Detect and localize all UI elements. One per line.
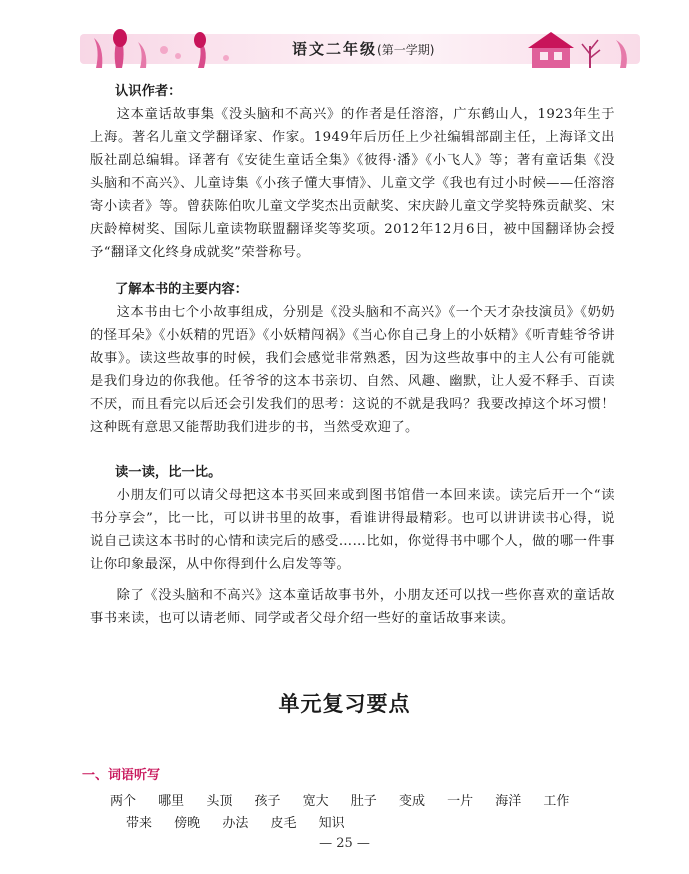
page-header-banner bbox=[80, 28, 640, 68]
vocab-word: 两个 bbox=[110, 794, 137, 809]
content-paragraph: 这本书由七个小故事组成，分别是《没头脑和不高兴》《一个天才杂技演员》《奶奶的怪耳朵》《小妖精的咒语》《小妖精闯祸》《当心你自己身上的小妖精》《听青蛙爷爷讲故事》。读这些故事的时候，我们会感觉非常熟悉，因为这些故事中的主人公有可能就是我们身边的你我他。任爷爷的这本书亲切、自然、风趣、幽默，让人爱不释手、百读不厌，而且看完以后还会引发我们的思考：这说的不就是我吗？我要改掉这个坏习惯！这种既有意思又能帮助我们进步的书，当然受欢迎了。 bbox=[90, 305, 615, 435]
vocab-word: 变成 bbox=[398, 794, 425, 809]
vocab-word: 肚子 bbox=[350, 794, 377, 809]
vocab-word: 办法 bbox=[222, 816, 249, 831]
vocab-word: 孩子 bbox=[254, 794, 281, 809]
vocab-word: 带来 bbox=[126, 816, 153, 831]
vocab-word: 海洋 bbox=[495, 794, 522, 809]
vocab-word: 一片 bbox=[447, 794, 474, 809]
vocab-word: 宽大 bbox=[302, 794, 329, 809]
vocab-word: 皮毛 bbox=[270, 816, 297, 831]
read-paragraph-2: 除了《没头脑和不高兴》这本童话故事书外，小朋友还可以找一些你喜欢的童话故事书来读，也可以请老师、同学或者父母介绍一些好的童话故事来读。 bbox=[90, 588, 615, 626]
unit-review-heading: 单元复习要点 bbox=[278, 692, 411, 716]
house-decoration-icon bbox=[510, 28, 640, 70]
vocab-word: 工作 bbox=[543, 794, 570, 809]
read-section-label: 读一读，比一比。 bbox=[115, 465, 222, 480]
author-section-label: 认识作者： bbox=[115, 84, 182, 99]
vocab-word: 知识 bbox=[318, 816, 345, 831]
vocab-row-1 bbox=[110, 790, 587, 809]
page-number: — 25 — bbox=[319, 836, 370, 851]
read-paragraph-1: 小朋友们可以请父母把这本书买回来或到图书馆借一本回来读。读完后开一个“读书分享会”，比一比，可以讲书里的故事，看谁讲得最精彩。也可以讲讲读书心得，说说自己读这本书时的心情和读完后的感受……比如，你觉得书中哪个人，做的哪一件事让你印象最深，从中你得到什么启发等等。 bbox=[90, 488, 615, 572]
content-section-label: 了解本书的主要内容： bbox=[115, 282, 248, 297]
vocab-word: 傍晚 bbox=[174, 816, 201, 831]
author-paragraph: 这本童话故事集《没头脑和不高兴》的作者是任溶溶，广东鹤山人，1923年生于上海。著名儿童文学翻译家、作家。1949年后历任上少社编辑部副主任，上海译文出版社副总编辑。译著有《安徒生童话全集》《彼得·潘》《小飞人》等；著有童话集《没头脑和不高兴》、儿童诗集《小孩子懂大事情》、儿童文学《我也有过小时候——任溶溶寄小读者》等。曾获陈伯吹儿童文学奖杰出贡献奖、宋庆龄儿童文学奖特殊贡献奖、宋庆龄樟树奖、国际儿童读物联盟翻译奖等奖项。2012年12月6日，被中国翻译协会授予“翻译文化终身成就奖”荣誉称号。 bbox=[90, 107, 615, 260]
tulip-decoration-icon bbox=[86, 28, 236, 70]
vocab-row-2 bbox=[126, 812, 363, 831]
vocab-word: 头顶 bbox=[206, 794, 233, 809]
vocab-dictation-title: 一、词语听写 bbox=[82, 768, 161, 783]
vocab-word: 哪里 bbox=[158, 794, 185, 809]
header-title: 语文二年级(第一学期) bbox=[292, 40, 435, 58]
